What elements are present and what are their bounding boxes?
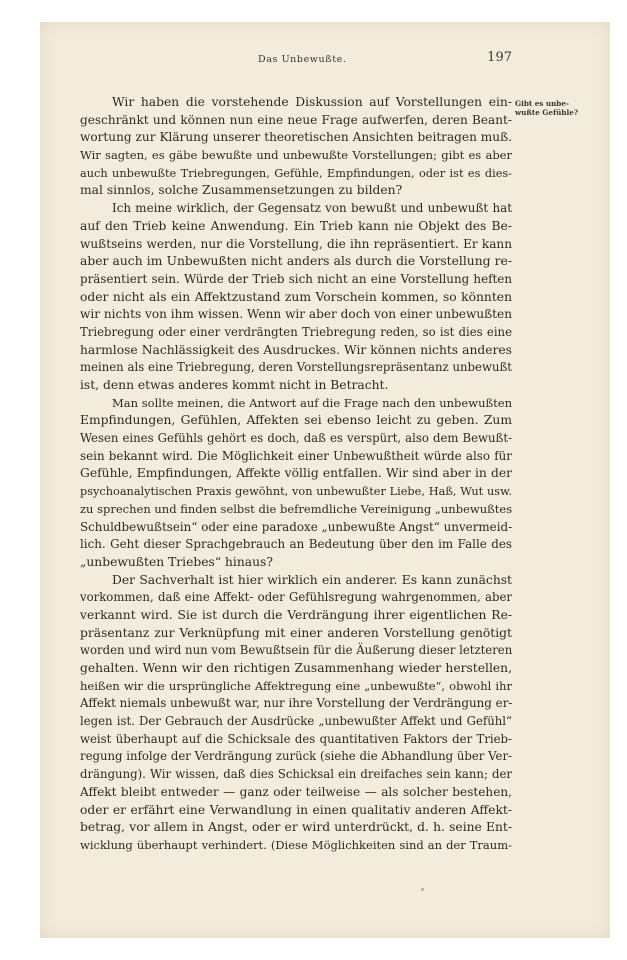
margin-note	[515, 99, 587, 117]
text-line: geschränkt und können nun eine neue Frage aufwerfen, deren Beant-	[80, 112, 512, 127]
text-line: auf den Trieb keine Anwendung. Ein Trieb kann nie Objekt des Be-	[80, 218, 512, 233]
text-line: weist überhaupt auf die Schicksale des quantitativen Faktors der Trieb-	[80, 731, 512, 746]
page-number: 197	[487, 50, 512, 65]
text-line: mal sinnlos, solche Zusammensetzungen zu bilden?	[80, 183, 403, 198]
text-line: oder nicht als ein Affektzustand zum Vorschein kommen, so könnten	[80, 289, 512, 304]
text-line: aber auch im Unbewußten nicht anders als durch die Vorstellung re-	[80, 254, 512, 269]
text-line: wir nichts von ihm wissen. Wenn wir aber doch von einer unbewußten	[80, 307, 512, 322]
text-line: drängung). Wir wissen, daß dies Schicksal ein dreifaches sein kann; der	[80, 767, 512, 782]
text-line: gehalten. Wenn wir den richtigen Zusammenhang wieder herstellen,	[80, 661, 512, 675]
text-line: Wesen eines Gefühls gehört es doch, daß es verspürt, also dem Bewußt-	[80, 431, 512, 446]
text-line: Wir sagten, es gäbe bewußte und unbewußte Vorstellungen; gibt es aber	[80, 148, 512, 163]
text-line: wortung zur Klärung unserer theoretischen Ansichten beitragen muß.	[80, 130, 512, 145]
text-line: präsentanz zur Verknüpfung mit einer anderen Vorstellung genötigt	[80, 625, 512, 640]
text-line: lich. Geht dieser Sprachgebrauch an Bedeutung über den im Falle des	[80, 537, 512, 552]
text-line: worden und wird nun vom Bewußtsein für die Äußerung dieser letzteren	[80, 643, 513, 658]
text-line: Schuldbewußtsein“ oder eine paradoxe „unbewußte Angst“ unvermeid-	[80, 519, 513, 534]
text-line: Man sollte meinen, die Antwort auf die Frage nach den unbewußten	[112, 395, 512, 410]
text-line: meinen als eine Triebregung, deren Vorstellungsrepräsentanz unbewußt	[80, 360, 512, 375]
text-line: Ich meine wirklich, der Gegensatz von bewußt und unbewußt hat	[112, 201, 512, 216]
page-speck	[421, 888, 424, 891]
text-line: verkannt wird. Sie ist durch die Verdrängung ihrer eigentlichen Re-	[80, 607, 512, 622]
text-line: auch unbewußte Triebregungen, Gefühle, Empfindungen, oder ist es dies-	[80, 166, 512, 180]
text-line: Empfindungen, Gefühlen, Affekten sei ebenso leicht zu geben. Zum	[80, 413, 512, 428]
text-line: betrag, vor allem in Angst, oder er wird unterdrückt, d. h. seine Ent-	[80, 820, 512, 835]
text-line: oder er erfährt eine Verwandlung in einen qualitativ anderen Affekt-	[80, 802, 512, 817]
page-header	[80, 50, 512, 70]
text-line: heißen wir die ursprüngliche Affektregung eine „unbewußte“, obwohl ihr	[80, 678, 512, 693]
running-title: Das Unbewußte.	[258, 54, 347, 65]
text-line: Affekt niemals unbewußt war, nur ihre Vorstellung der Verdrängung er-	[80, 696, 513, 711]
text-line: vorkommen, daß eine Affekt- oder Gefühlsregung wahrgenommen, aber	[80, 590, 512, 605]
text-line: legen ist. Der Gebrauch der Ausdrücke „unbewußter Affekt und Gefühl“	[80, 714, 512, 729]
text-line: harmlose Nachlässigkeit des Ausdruckes. Wir können nichts anderes	[80, 342, 512, 357]
text-line: wicklung überhaupt verhindert. (Diese Möglichkeiten sind an der Traum-	[80, 837, 512, 852]
text-line: sein bekannt wird. Die Möglichkeit einer Unbewußtheit würde also für	[80, 448, 512, 463]
text-line: wußtseins werden, nur die Vorstellung, die ihn repräsentiert. Er kann	[80, 236, 512, 251]
text-line: Der Sachverhalt ist hier wirklich ein anderer. Es kann zunächst	[112, 572, 512, 587]
margin-note-line: wußte Gefühle?	[515, 108, 579, 117]
text-line: psychoanalytischen Praxis gewöhnt, von unbewußter Liebe, Haß, Wut usw.	[80, 485, 512, 499]
text-line: Triebregung oder einer verdrängten Triebregung reden, so ist dies eine	[80, 324, 512, 339]
margin-note-line: Gibt es unbe-	[515, 99, 569, 108]
body-text	[80, 94, 512, 855]
text-line: ist, denn etwas anderes kommt nicht in Betracht.	[80, 378, 389, 392]
text-line: Gefühle, Empfindungen, Affekte völlig entfallen. Wir sind aber in der	[80, 466, 512, 481]
text-line: präsentiert sein. Würde der Trieb sich nicht an eine Vorstellung heften	[80, 271, 512, 286]
text-line: Wir haben die vorstehende Diskussion auf Vorstellungen ein-	[112, 95, 512, 109]
text-line: „unbewußten Triebes“ hinaus?	[80, 554, 273, 569]
text-line: regung infolge der Verdrängung zurück (siehe die Abhandlung über Ver-	[80, 749, 512, 764]
text-line: Affekt bleibt entweder — ganz oder teilweise — als solcher bestehen,	[80, 784, 512, 799]
text-line: zu sprechen und finden selbst die befremdliche Vereinigung „unbewußtes	[80, 501, 513, 516]
